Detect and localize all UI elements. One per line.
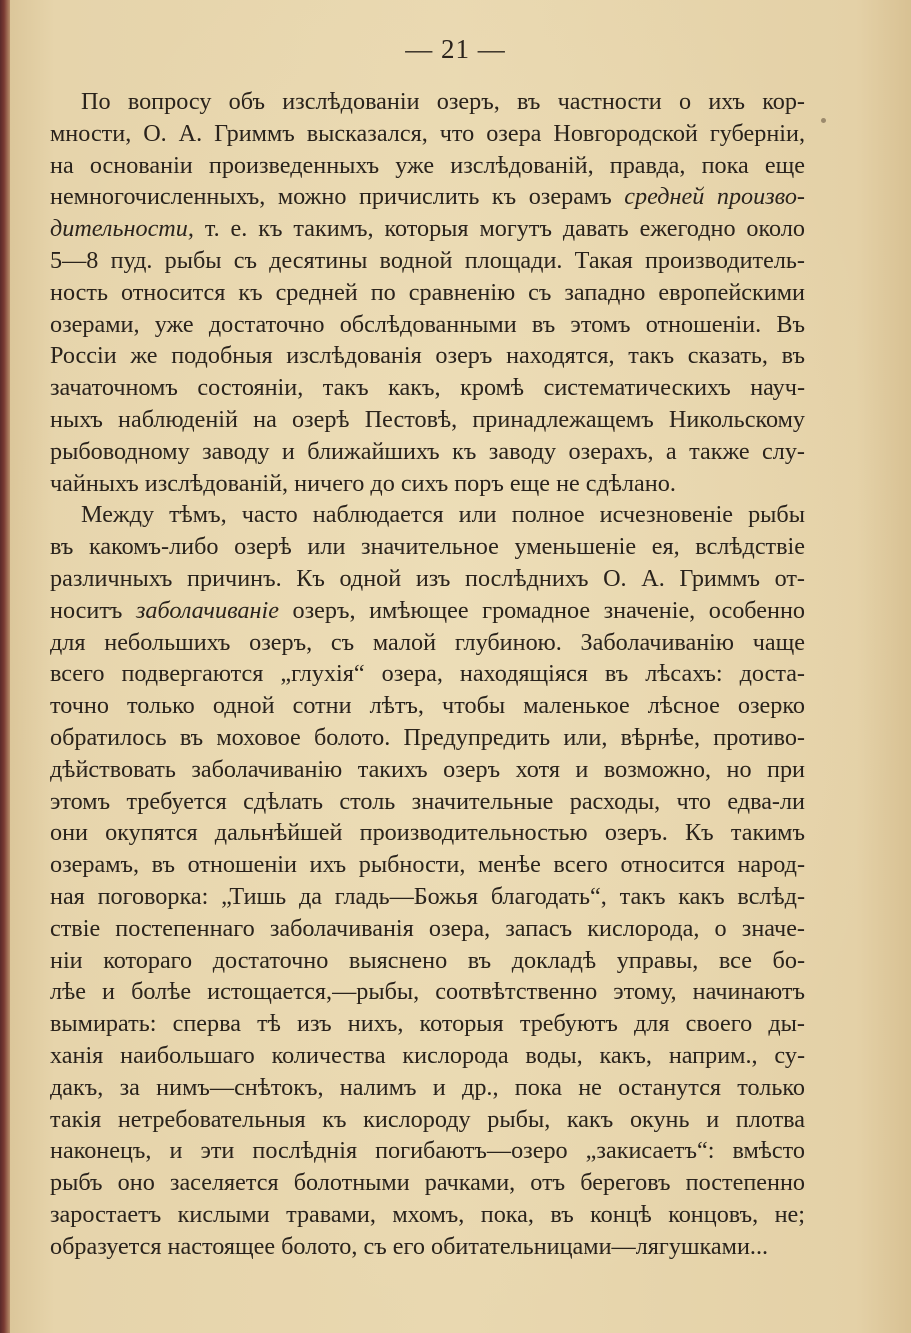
text-line	[50, 1167, 805, 1199]
text-line	[50, 976, 805, 1008]
text-run: этомъ требуется сдѣлать столь значительные расходы, что едва-ли	[50, 787, 805, 815]
italic-phrase: дительности,	[50, 215, 194, 243]
text-line	[50, 86, 805, 118]
text-run: ніи котораго достаточно выяснено въ докладѣ управы, все бо-	[50, 946, 805, 974]
text-line	[50, 945, 805, 977]
text-line	[50, 499, 805, 531]
paper-speck	[821, 118, 826, 123]
text-run: Между тѣмъ, часто наблюдается или полное исчезновеніе рыбы	[81, 501, 805, 529]
text-run: ныхъ наблюденій на озерѣ Пестовѣ, принадлежащемъ Никольскому	[50, 405, 805, 433]
text-line	[50, 468, 805, 500]
text-run: чайныхъ изслѣдованій, ничего до сихъ поръ еще не сдѣлано.	[50, 469, 676, 497]
text-run: носитъ	[50, 596, 136, 624]
text-run: Россіи же подобныя изслѣдованія озеръ находятся, такъ сказать, въ	[50, 342, 805, 370]
text-run: ханія наибольшаго количества кислорода воды, какъ, наприм., су-	[50, 1041, 805, 1069]
text-line	[50, 563, 805, 595]
text-run: рыбъ оно заселяется болотными рачками, отъ береговъ постепенно	[50, 1169, 805, 1197]
text-line	[50, 722, 805, 754]
text-line	[50, 627, 805, 659]
text-run: наконецъ, и эти послѣднія погибаютъ—озеро „закисаетъ“: вмѣсто	[50, 1137, 805, 1165]
text-run: озерами, уже достаточно обслѣдованными въ этомъ отношеніи. Въ	[50, 310, 805, 338]
paragraph	[50, 499, 805, 1262]
text-run: они окупятся дальнѣйшей производительностью озеръ. Къ такимъ	[50, 819, 805, 847]
text-run: лѣе и болѣе истощается,—рыбы, соотвѣтственно этому, начинаютъ	[50, 978, 805, 1006]
page-number: — 21 —	[405, 34, 506, 64]
text-line	[50, 309, 805, 341]
text-run: вымирать: сперва тѣ изъ нихъ, которыя требуютъ для своего ды-	[50, 1010, 805, 1038]
text-line	[50, 404, 805, 436]
text-line	[50, 690, 805, 722]
text-run: для небольшихъ озеръ, съ малой глубиною. Заболачиванію чаще	[50, 628, 805, 656]
text-line	[50, 118, 805, 150]
text-line	[50, 1040, 805, 1072]
body-text	[50, 86, 805, 1262]
text-run: дѣйствовать заболачиванію такихъ озеръ хотя и возможно, но при	[50, 755, 805, 783]
text-run: ная поговорка: „Тишь да гладь—Божья благодать“, такъ какъ вслѣд-	[50, 882, 805, 910]
text-line	[50, 213, 805, 245]
text-run: рыбоводному заводу и ближайшихъ къ заводу озерахъ, а также слу-	[50, 437, 805, 465]
text-line	[50, 595, 805, 627]
text-run: ствіе постепеннаго заболачиванія озера, запасъ кислорода, о значе-	[50, 914, 805, 942]
text-run: заростаетъ кислыми травами, мхомъ, пока, въ концѣ концовъ, не;	[50, 1200, 805, 1228]
text-run: озерамъ, въ отношеніи ихъ рыбности, менѣе всего относится народ-	[50, 851, 805, 879]
text-line	[50, 1199, 805, 1231]
text-line	[50, 913, 805, 945]
text-line	[50, 754, 805, 786]
text-line	[50, 881, 805, 913]
text-line	[50, 1072, 805, 1104]
text-run: на основаніи произведенныхъ уже изслѣдованій, правда, пока еще	[50, 151, 805, 179]
text-run: мности, О. А. Гриммъ высказался, что озера Новгородской губерніи,	[50, 119, 805, 147]
text-line	[50, 786, 805, 818]
text-line	[50, 245, 805, 277]
paragraph	[50, 86, 805, 499]
text-run: т. е. къ такимъ, которыя могутъ давать ежегодно около	[193, 215, 805, 243]
text-run: зачаточномъ состояніи, такъ какъ, кромѣ систематическихъ науч-	[50, 374, 805, 402]
text-run: различныхъ причинъ. Къ одной изъ послѣднихъ О. А. Гриммъ от-	[50, 564, 805, 592]
text-run: дакъ, за нимъ—снѣтокъ, налимъ и др., пока не останутся только	[50, 1073, 805, 1101]
text-line	[50, 181, 805, 213]
text-line	[50, 817, 805, 849]
text-line	[50, 372, 805, 404]
text-run: въ какомъ-либо озерѣ или значительное уменьшеніе ея, вслѣдствіе	[50, 533, 805, 561]
text-run: 5—8 пуд. рыбы съ десятины водной площади. Такая производитель-	[50, 246, 805, 274]
text-line	[50, 277, 805, 309]
text-line	[50, 1231, 805, 1263]
text-line	[50, 436, 805, 468]
text-run: всего подвергаются „глухія“ озера, находящіяся въ лѣсахъ: доста-	[50, 660, 805, 688]
text-line	[50, 531, 805, 563]
book-spine-edge	[0, 0, 10, 1333]
text-line	[50, 1008, 805, 1040]
text-line	[50, 658, 805, 690]
text-line	[50, 340, 805, 372]
text-run: образуется настоящее болото, съ его обитательницами—лягушками...	[50, 1232, 769, 1260]
text-line	[50, 150, 805, 182]
text-run: точно только одной сотни лѣтъ, чтобы маленькое лѣсное озерко	[50, 692, 805, 720]
text-line	[50, 1104, 805, 1136]
text-line	[50, 1135, 805, 1167]
text-run: ность относится къ средней по сравненію съ западно европейскими	[50, 278, 805, 306]
text-run: озеръ, имѣющее громадное значеніе, особенно	[278, 596, 805, 624]
text-run: немногочисленныхъ, можно причислить къ озерамъ	[50, 183, 625, 211]
text-run: По вопросу объ изслѣдованіи озеръ, въ частности о ихъ кор-	[81, 88, 805, 115]
text-line	[50, 849, 805, 881]
italic-phrase: заболачиваніе	[135, 596, 279, 624]
italic-phrase: средней произво-	[624, 183, 805, 211]
text-run: такія нетребовательныя къ кислороду рыбы, какъ окунь и плотва	[50, 1105, 805, 1133]
text-run: обратилось въ моховое болото. Предупредить или, вѣрнѣе, противо-	[50, 723, 805, 751]
